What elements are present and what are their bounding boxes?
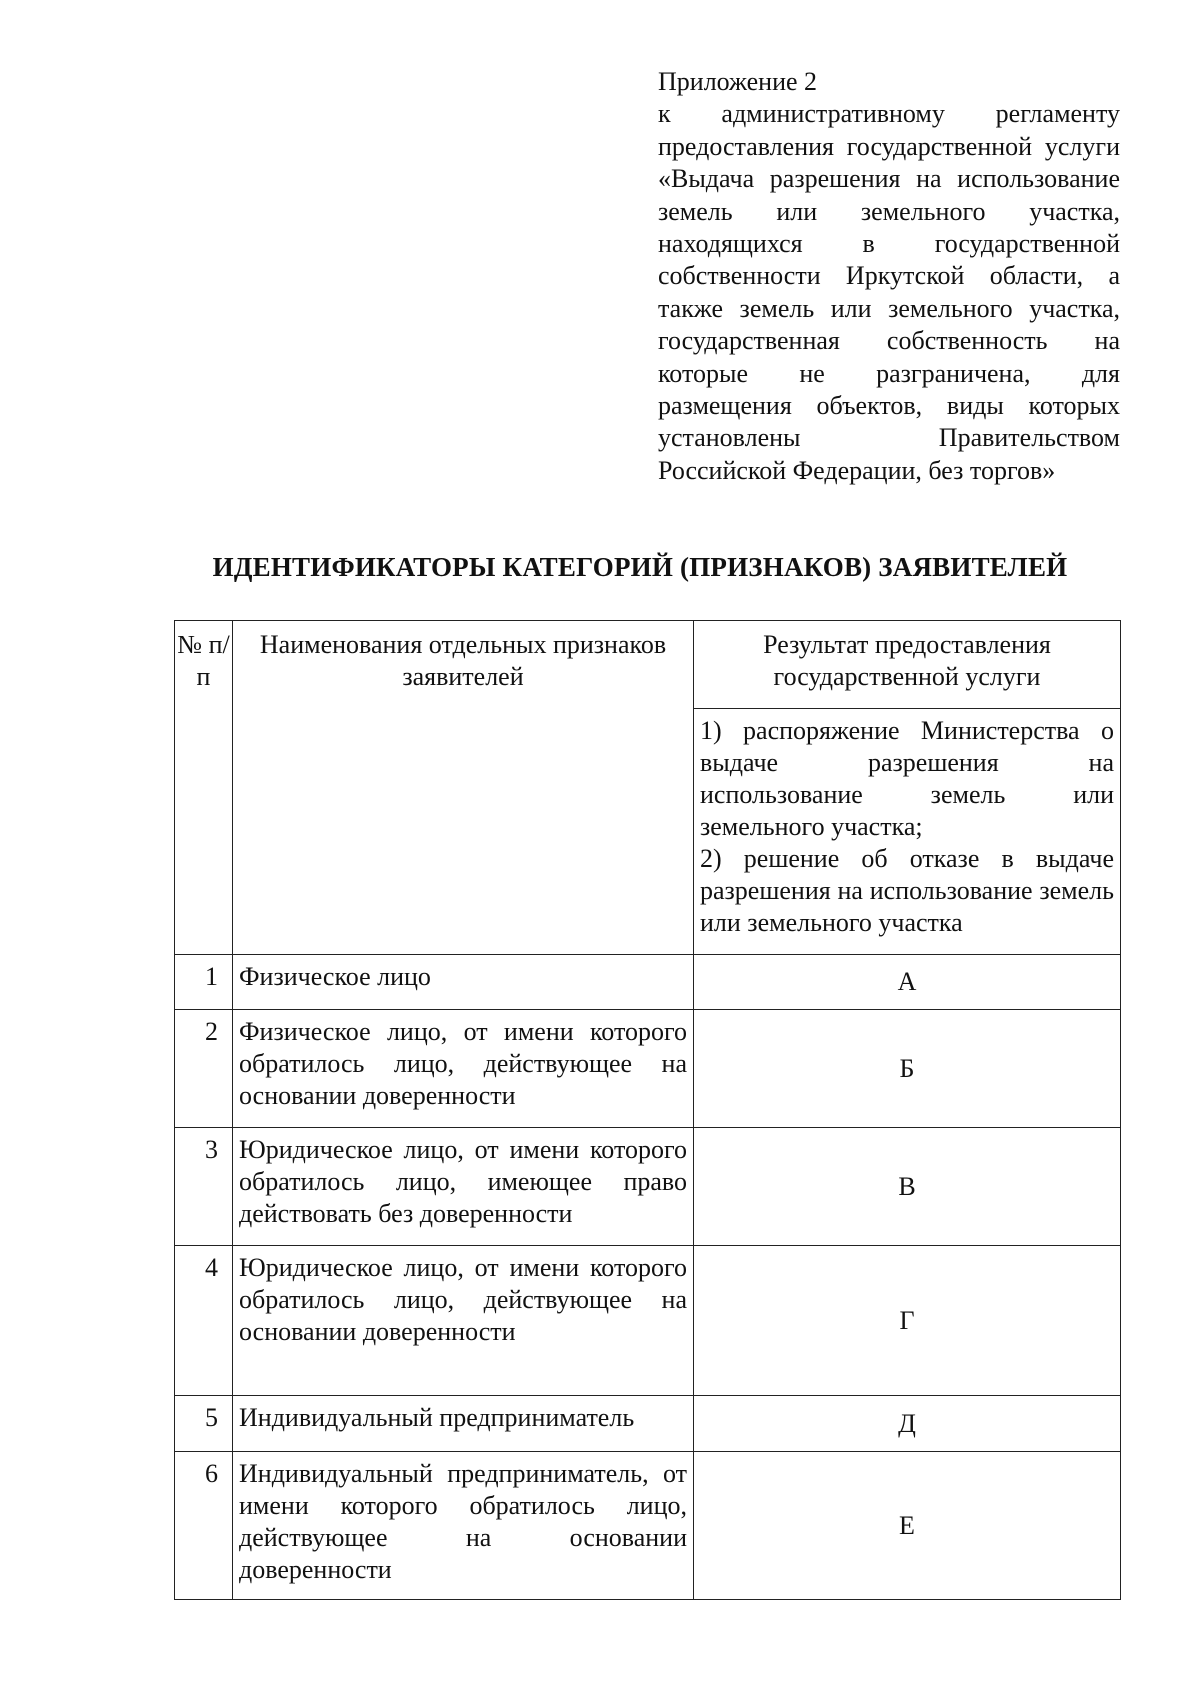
row-code: Е (694, 1452, 1121, 1600)
result-description (694, 709, 1121, 955)
row-code: Г (694, 1246, 1121, 1396)
row-code: В (694, 1128, 1121, 1246)
row-num: 5 (175, 1396, 233, 1452)
table-header-row (175, 621, 1121, 709)
identifiers-table (174, 620, 1121, 1600)
table-row (175, 1246, 1121, 1396)
result-item-2: 2) решение об отказе в выдаче разрешения на использование земель или земельного участка (700, 844, 1114, 937)
row-num: 2 (175, 1010, 233, 1128)
header-name: Наименования отдельных признаков заявителей (233, 621, 694, 955)
header-num: № п/п (175, 621, 233, 955)
row-name: Индивидуальный предприниматель, от имени которого обратилось лицо, действующее на основании доверенности (233, 1452, 694, 1600)
table-row (175, 955, 1121, 1010)
row-code: Д (694, 1396, 1121, 1452)
table-row (175, 1010, 1121, 1128)
row-num: 4 (175, 1246, 233, 1396)
result-item-1: 1) распоряжение Министерства о выдаче разрешения на использование земель или земельного участка; (700, 716, 1114, 841)
header-result: Результат предоставления государственной услуги (694, 621, 1121, 709)
appendix-block (658, 66, 1120, 487)
row-name: Физическое лицо, от имени которого обратилось лицо, действующее на основании доверенности (233, 1010, 694, 1128)
row-code: Б (694, 1010, 1121, 1128)
row-num: 3 (175, 1128, 233, 1246)
row-name: Индивидуальный предприниматель (233, 1396, 694, 1452)
row-num: 6 (175, 1452, 233, 1600)
table-row (175, 1452, 1121, 1600)
appendix-text: к административному регламенту предоставления государственной услуги «Выдача разрешения на использование земель или земельного участка, находящихся в государственной собственности Иркутской области, а также земель или земельного участка, государственная собственность на которые не разграничена, для размещения объектов, виды которых установлены Правительством Российской Федерации, без торгов» (658, 99, 1120, 485)
row-name: Юридическое лицо, от имени которого обратилось лицо, имеющее право действовать без доверенности (233, 1128, 694, 1246)
table-row (175, 1128, 1121, 1246)
document-title: ИДЕНТИФИКАТОРЫ КАТЕГОРИЙ (ПРИЗНАКОВ) ЗАЯВИТЕЛЕЙ (212, 552, 1068, 582)
row-name: Физическое лицо (233, 955, 694, 1010)
table-row (175, 1396, 1121, 1452)
row-name: Юридическое лицо, от имени которого обратилось лицо, действующее на основании доверенности (233, 1246, 694, 1396)
appendix-heading: Приложение 2 (658, 67, 818, 96)
row-num: 1 (175, 955, 233, 1010)
row-code: А (694, 955, 1121, 1010)
